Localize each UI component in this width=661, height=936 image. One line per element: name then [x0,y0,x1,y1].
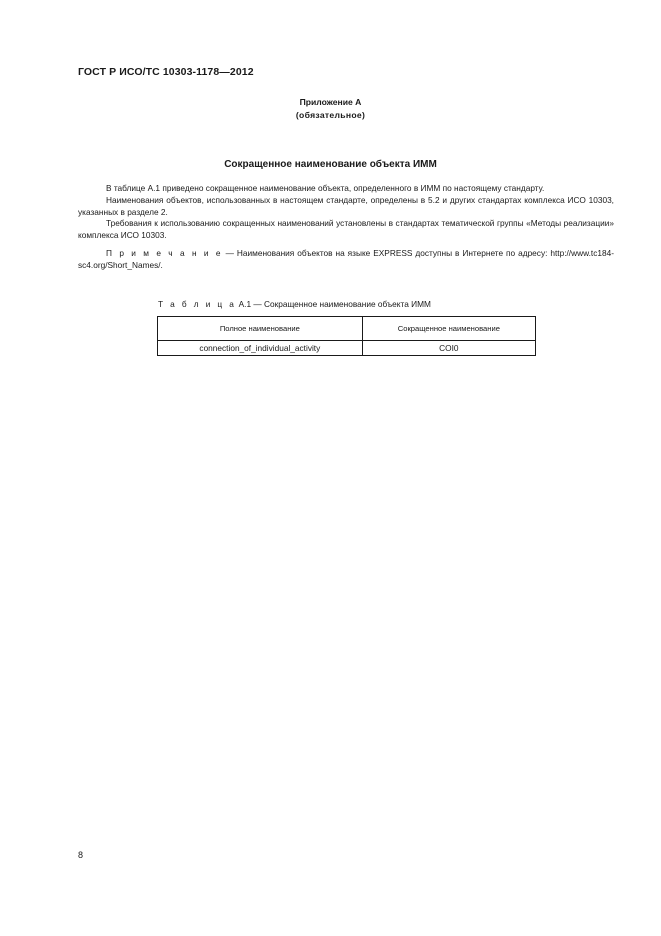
table-header-row [158,317,536,341]
appendix-title: Приложение А [299,97,362,107]
section-title: Сокращенное наименование объекта ИММ [224,159,437,170]
cell-short-name: COI0 [362,341,535,356]
cell-full-name: connection_of_individual_activity [158,341,363,356]
body-text [78,183,614,272]
column-header-short-name: Сокращенное наименование [362,317,535,341]
note-paragraph [78,248,614,272]
table-caption-label: Т а б л и ц а [158,299,237,309]
table-row [158,341,536,356]
short-names-table [157,316,536,356]
appendix-heading [0,96,661,122]
paragraph: В таблице А.1 приведено сокращенное наименование объекта, определенного в ИММ по настоящему стандарту. [106,183,545,193]
note-text: — Наименования объектов на языке EXPRESS доступны в Интернете по адресу: http://www.tc184-sc4.org/Short_Names/. [78,247,614,270]
paragraph: Наименования объектов, использованных в настоящем стандарте, определены в 5.2 и других стандартах комплекса ИСО 10303, указанных в разделе 2. [78,194,614,217]
page-number: 8 [78,850,84,860]
appendix-subtitle: (обязательное) [295,110,366,120]
table-caption-text: А.1 — Сокращенное наименование объекта ИММ [236,299,431,309]
paragraph: Требования к использованию сокращенных наименований установлены в стандартах тематической группы «Методы реализации» комплекса ИСО 10303. [78,218,614,241]
document-header: ГОСТ Р ИСО/ТС 10303-1178—2012 [78,66,254,78]
column-header-full-name: Полное наименование [158,317,363,341]
note-label: П р и м е ч а н и е [106,247,223,258]
table-caption [158,299,431,309]
